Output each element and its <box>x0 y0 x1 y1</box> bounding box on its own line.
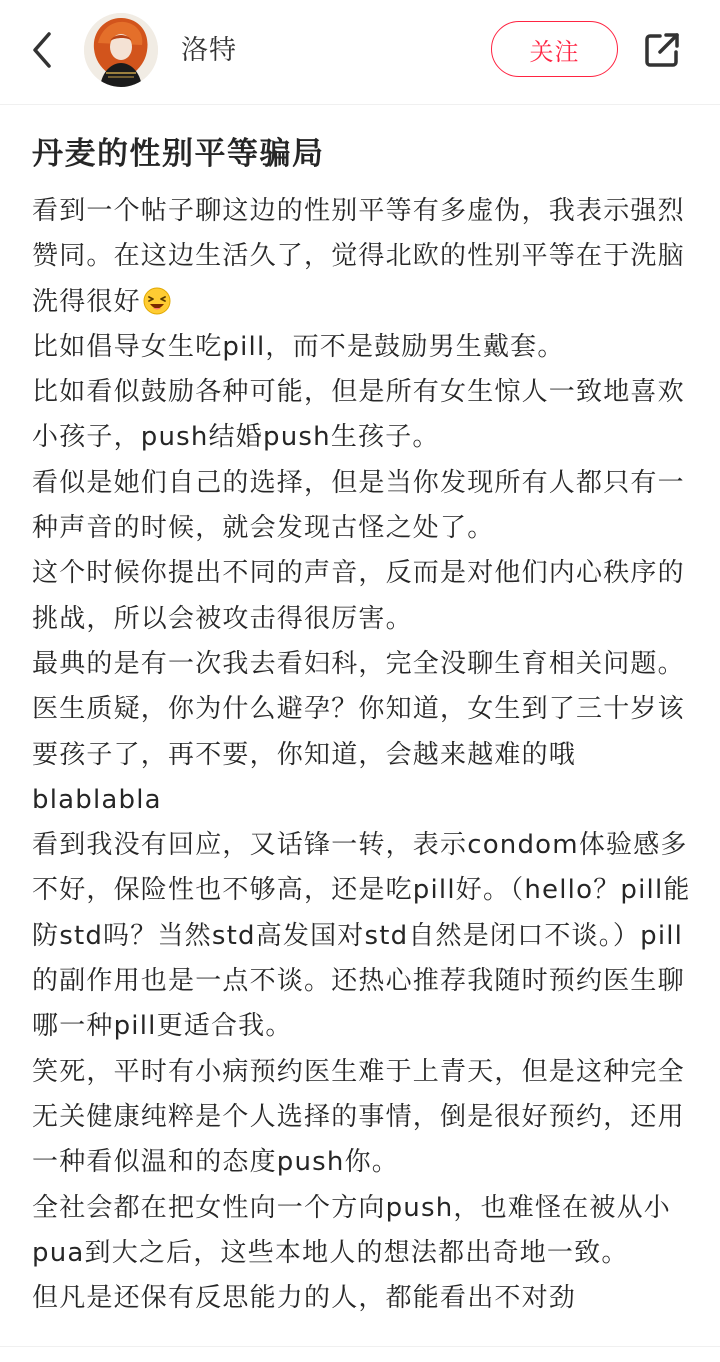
author-name[interactable]: 洛特 <box>181 35 237 66</box>
post-paragraph: 比如看似鼓励各种可能，但是所有女生惊人一致地喜欢小孩子，push结婚push生孩子。 <box>32 377 685 453</box>
post-paragraph <box>32 189 692 325</box>
share-button[interactable] <box>640 28 684 72</box>
top-bar <box>0 0 720 105</box>
author-avatar[interactable] <box>84 13 158 87</box>
post-body <box>32 189 692 1321</box>
paragraph-text: 看到一个帖子聊这边的性别平等有多虚伪，我表示强烈赞同。在这边生活久了，觉得北欧的性别平等在于洗脑洗得很好 <box>32 196 685 317</box>
follow-button[interactable]: 关注 <box>491 21 618 77</box>
avatar-image <box>84 13 158 87</box>
post-paragraph: 比如倡导女生吃pill，而不是鼓励男生戴套。 <box>32 331 565 362</box>
chevron-left-icon <box>30 30 54 70</box>
post-paragraph: 看到我没有回应，又话锋一转，表示condom体验感多不好，保险性也不够高，还是吃pill好。（hello？pill能防std吗？当然std高发国对std自然是闭口不谈。）pill的副作用也是一点不谈。还热心推荐我随时预约医生聊哪一种pill更适合我。 <box>32 830 691 1042</box>
share-icon <box>642 30 682 70</box>
post-paragraph: 这个时候你提出不同的声音，反而是对他们内心秩序的挑战，所以会被攻击得很厉害。 <box>32 558 685 634</box>
post-paragraph: 看似是她们自己的选择，但是当你发现所有人都只有一种声音的时候，就会发现古怪之处了。 <box>32 467 685 544</box>
post-paragraph: 全社会都在把女性向一个方向push，也难怪在被从小pua到大之后，这些本地人的想法都出奇地一致。 <box>32 1192 672 1268</box>
laughing-emoji-icon <box>143 287 171 315</box>
back-button[interactable] <box>22 28 62 72</box>
post-paragraph: 最典的是有一次我去看妇科，完全没聊生育相关问题。医生质疑，你为什么避孕？你知道，女生到了三十岁该要孩子了，再不要，你知道，会越来越难的哦blablabla <box>32 648 685 815</box>
post-paragraph: 但凡是还保有反思能力的人，都能看出不对劲 <box>32 1283 577 1314</box>
bottom-divider <box>0 1346 720 1362</box>
post-title: 丹麦的性别平等骗局 <box>32 136 325 172</box>
post-paragraph: 笑死，平时有小病预约医生难于上青天，但是这种完全无关健康纯粹是个人选择的事情，倒是很好预约，还用一种看似温和的态度push你。 <box>32 1056 685 1178</box>
